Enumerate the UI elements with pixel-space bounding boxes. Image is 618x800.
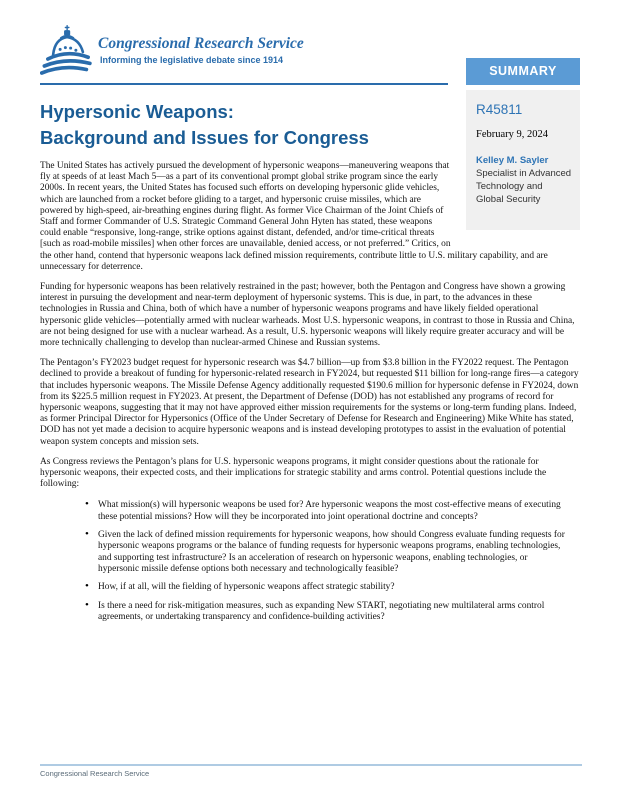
author-title: Specialist in Advanced Technology and Global Security [476, 168, 572, 205]
question-list [85, 500, 566, 623]
list-item: • How, if at all, will the fielding of hypersonic weapons affect strategic stability? [85, 582, 566, 593]
crs-logo-tagline: Informing the legislative debate since 1914 [100, 55, 284, 65]
crs-header [40, 24, 452, 80]
summary-sidebar [466, 58, 580, 230]
page-title-line1: Hypersonic Weapons: [40, 101, 234, 122]
list-item: • Given the lack of defined mission requirements for hypersonic weapons, how should Congress evaluate funding requests for hypersonic weapons programs or the balance of funding requests for hypersonic weapons programs, enabling technologies, and supporting test infrastructure? Is an acceleration of research on hypersonic weapons, enabling technologies, or hypersonic missile defense options both necessary and technologically feasible? [85, 530, 566, 575]
page-footer [40, 764, 582, 778]
page-title-line2: Background and Issues for Congress [40, 127, 369, 148]
footer-text: Congressional Research Service [40, 769, 150, 778]
capitol-dome-icon [40, 24, 96, 80]
list-item: • What mission(s) will hypersonic weapons be used for? Are hypersonic weapons the most cost-effective means of executing these potential missions? How will they be incorporated into joint operational doctrine and concepts? [85, 500, 566, 523]
paragraph: The Pentagon’s FY2023 budget request for hypersonic research was $4.7 billion—up from $3.8 billion in the FY2022 request. The Pentagon declined to provide a breakout of funding for hypersonic-related research in FY2024, but requested $11 billion for long-range fires—a category that includes hypersonic weapons. The Missile Defense Agency additionally requested $190.6 million for hypersonic defense in FY2024, down from its $225.5 million request in FY2023. At present, the Department of Defense (DOD) has not established any programs of record for hypersonic weapons, suggesting that it may not have approved either mission requirements for the systems or long-term funding plans. Indeed, as former Principal Director for Hypersonics (Office of the Under Secretary of Defense for Research and Engineering) Mike White has stated, DOD has not yet made a decision to acquire hypersonic weapons and is instead developing prototypes to assist in the evaluation of potential weapon system concepts and mission sets. [40, 358, 579, 447]
report-number: R45811 [476, 102, 523, 117]
paragraph: As Congress reviews the Pentagon’s plans for U.S. hypersonic weapons programs, it might consider questions about the rationale for hypersonic weapons, their expected costs, and their implications for strategic stability and arms control. Potential questions include the following: [40, 456, 547, 490]
paragraph: Funding for hypersonic weapons has been relatively restrained in the past; however, both the Pentagon and Congress have shown a growing interest in pursuing the development and near-term deployment of hypersonic systems. This is due, in part, to the advances in these technologies in Russia and China, both of which have a number of hypersonic weapons programs and have likely fielded operational hypersonic glide vehicles—potentially armed with nuclear warheads. Most U.S. hypersonic weapons, in contrast to those in Russia and China, are not being designed for use with a nuclear warhead. As a result, U.S. hypersonic weapons will likely require greater accuracy and will be more technically challenging to develop than nuclear-armed Chinese and Russian systems. [40, 282, 575, 349]
crs-logo-title: Congressional Research Service [98, 35, 304, 52]
report-date: February 9, 2024 [476, 129, 549, 140]
author-name: Kelley M. Sayler [476, 155, 549, 166]
header-divider [40, 83, 448, 85]
list-item: • Is there a need for risk-mitigation measures, such as expanding New START, negotiating new multilateral arms control agreements, or undertaking transparency and confidence-building activities? [85, 601, 566, 624]
crs-logo-text [98, 35, 304, 65]
summary-label: SUMMARY [466, 58, 580, 85]
report-info-box [466, 90, 580, 230]
paragraph: The United States has actively pursued the development of hypersonic weapons—maneuvering weapons that fly at speeds of at least Mach 5—as a part of its conventional prompt global strike program since the early 2000s. In recent years, the United States has focused such efforts on developing hypersonic glide vehicles, which are launched from a rocket before gliding to a target, and hypersonic cruise missiles, which are powered by high-speed, air-breathing engines during flight. As former Vice Chairman of the Joint Chiefs of Staff and former Commander of U.S. Strategic Command General John Hyten has stated, these weapons could enable “responsive, long-range, strike options against distant, defended, and/or time-critical threats [such as road-mobile missiles] when other forces are unavailable, denied access, or not preferred.” Critics, on the other hand, contend that hypersonic weapons lack defined mission requirements, contribute little to U.S. military capability, and are unnecessary for deterrence. [40, 161, 548, 272]
